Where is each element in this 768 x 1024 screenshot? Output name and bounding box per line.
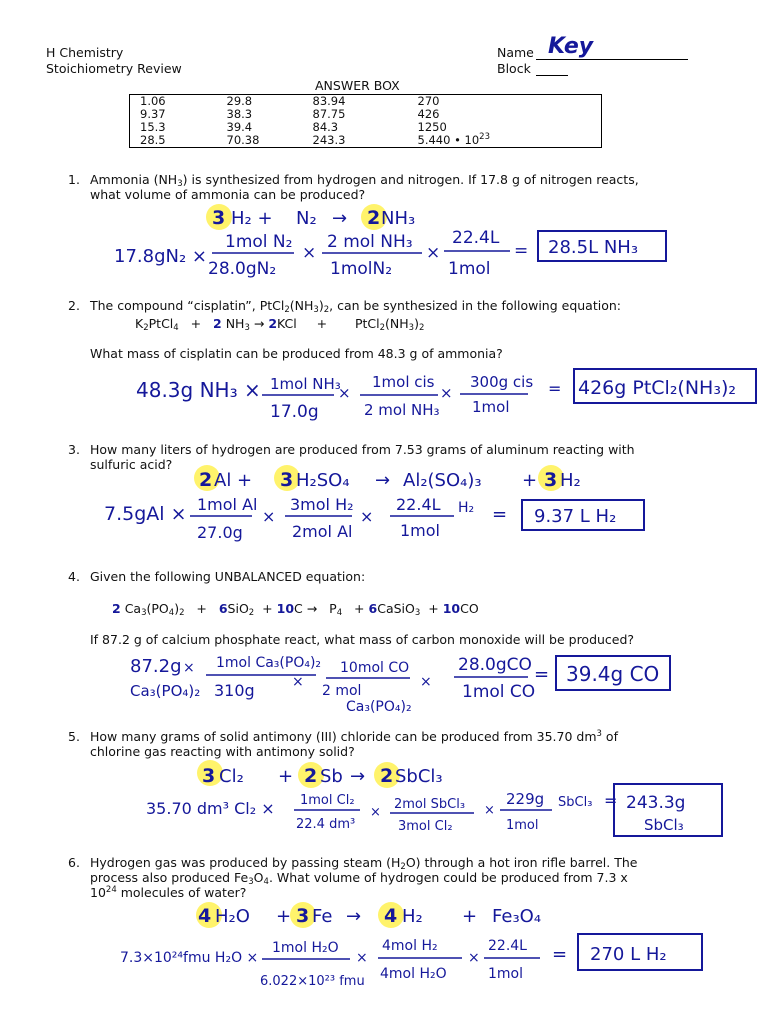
work-6 [120,905,702,989]
w6-plus: + [462,906,478,927]
name-label: Name [497,45,534,60]
problem-1-text: Ammonia $(NH_3)$ is synthesized from hydrogen and nitrogen. If 17.8 g of nitrogen reacts, what volume of ammonia can be produced? [90,172,639,202]
reaction-arrow: → [375,470,391,491]
w4-f2d-compound: Ca₃(PO₄)₂ [346,699,412,715]
w3-f2d: 2mol Al [292,522,353,541]
w3-f3n: 22.4L [396,495,441,514]
w5-f3n: 229g [506,790,545,808]
coefficient-highlight: 6 [218,601,228,616]
w1-f2d: 1molN₂ [330,259,393,279]
w1-eq: = [514,241,529,261]
w6-f1d: 6.022×10²³ fmu [260,974,365,989]
answer-value: 243.3 [312,133,346,147]
answer-value: 39.4 [226,120,253,134]
w3-eq: = [492,504,508,525]
w5-eq: = [604,791,618,810]
problem-6-text: Hydrogen gas was produced by passing steam $(H_2O)$ through a hot iron rifle barrel. The process also produced $Fe_3O_4$. What volume of hydrogen could be produced from 7.3 x $10^{24}$ molecules of water? [90,855,638,900]
w1-coef: 3 [212,207,226,229]
answer-value: 9.37 [140,107,166,121]
reaction-arrow: → [350,766,366,787]
w1-term: N₂ [296,208,317,229]
worksheet-title: Stoichiometry Review [46,61,182,76]
w3-f1n: 1mol Al [197,495,258,514]
w3-plus: + [522,470,538,491]
w5-term: SbCl₃ [395,766,443,787]
w3-coef: 3 [544,469,558,491]
w3-f3d: 1mol [400,521,440,540]
problem-2-question: What mass of cisplatin can be produced from 48.3 g of ammonia? [90,346,503,361]
w1-coef: 2 [367,207,381,229]
answer-value: 1.06 [140,94,166,108]
problem-2-equation: $K_2PtCl_4$ + 2 $NH_3 \to 2KCl$ + $PtCl_2(NH_3)_2$ [135,316,425,333]
answer-value: 83.94 [312,94,346,108]
w1-answer: 28.5L NH₃ [548,237,639,258]
w5-coef: 3 [202,765,216,787]
w3-start: 7.5gAl × [104,503,187,525]
w3-term: Al + [214,470,253,491]
w6-start: 7.3×10²⁴fmu H₂O × [120,950,259,966]
coefficient-highlight: 2 [268,316,278,331]
problem-2-number: 2. [68,298,80,313]
w5-answer: 243.3g [626,793,686,813]
w5-f2d: 3mol Cl₂ [398,819,453,834]
w2-answer: 426g PtCl₂(NH₃)₂ [578,377,736,399]
w1-x1: × [302,243,317,263]
w1-f1d: 28.0gN₂ [208,259,277,279]
w3-term: H₂ [560,470,581,491]
w5-coef: 2 [304,765,318,787]
answer-exponent: 23 [479,132,490,142]
w3-f1d: 27.0g [197,523,243,542]
answer-value: 15.3 [140,120,166,134]
w4-x1: × [292,674,304,690]
w1-start: 17.8gN₂ × [114,246,207,267]
answer-value: 29.8 [226,94,253,108]
reaction-arrow: → [253,316,265,331]
w6-f3d: 1mol [488,966,523,982]
problem-3-text: How many liters of hydrogen are produced from 7.53 grams of aluminum reacting with sulfuric acid? [90,442,635,472]
w2-start: 48.3g NH₃ × [136,378,261,402]
w5-term: Cl₂ [219,766,244,787]
w4-f3n: 28.0gCO [458,655,532,675]
w4-x2: × [420,674,432,690]
w1-f3n: 22.4L [452,228,500,248]
w6-term: H₂ [402,906,423,927]
work-2 [136,369,756,422]
name-handwritten: Key [548,34,594,59]
problem-2-text: The compound “cisplatin”, $PtCl_2(NH_3)_2$, can be synthesized in the following equation: [90,298,621,315]
answer-value: 84.3 [312,120,339,134]
problem-3-number: 3. [68,442,80,457]
w6-f3n: 22.4L [488,938,527,954]
block-label: Block [497,61,531,76]
w2-f2d: 2 mol NH₃ [364,401,440,419]
w6-f2d: 4mol H₂O [380,966,447,982]
w6-coef: 4 [384,905,398,927]
w6-x1: × [356,950,368,966]
w4-f1n: 1mol Ca₃(PO₄)₂ [216,655,322,671]
w6-term: Fe₃O₄ [492,906,542,927]
w5-plus: + [278,766,294,787]
w2-x1: × [338,384,351,402]
w3-coef: 2 [199,469,213,491]
w5-term: Sb [320,766,343,787]
problem-6-number: 6. [68,855,80,870]
coefficient-highlight: 2 [213,316,222,331]
problem-4-question: If 87.2 g of calcium phosphate react, what mass of carbon monoxide will be produced? [90,632,635,647]
coefficient-highlight: 10 [442,601,461,616]
w3-answer: 9.37 L H₂ [534,506,617,527]
w3-term: Al₂(SO₄)₃ [403,470,482,491]
w3-f3tail: H₂ [458,500,475,516]
w1-x2: × [426,243,441,263]
w4-answer: 39.4g CO [566,662,660,686]
w5-answer-unit: SbCl₃ [644,816,684,834]
problem-5-number: 5. [68,729,80,744]
reaction-arrow: → [346,906,362,927]
w4-x0: × [183,660,195,676]
w5-f1n: 1mol Cl₂ [300,793,355,808]
course-title: H Chemistry [46,45,124,60]
w3-f2n: 3mol H₂ [290,495,354,514]
answer-value: 38.3 [226,107,253,121]
w6-coef: 4 [198,905,212,927]
w2-f1n: 1mol NH₃ [270,375,341,393]
coefficient-highlight: 2 [112,601,121,616]
w2-eq: = [548,379,562,398]
w1-f2n: 2 mol NH₃ [327,232,413,252]
w6-f1n: 1mol H₂O [272,940,339,956]
w3-x2: × [360,507,374,526]
w4-eq: = [534,664,550,685]
answer-value: 5.440 • 10 [417,133,480,147]
w5-f3tail: SbCl₃ [558,795,593,810]
w6-answer: 270 L H₂ [590,944,667,965]
w1-term: H₂ + [231,208,273,229]
problem-4-text: Given the following UNBALANCED equation: [90,569,366,584]
reaction-arrow: → [332,208,348,229]
w5-x2: × [484,803,495,818]
w5-start: 35.70 dm³ Cl₂ × [146,799,275,818]
w2-f3n: 300g cis [470,373,534,391]
w5-f2n: 2mol SbCl₃ [394,797,466,812]
w2-f2n: 1mol cis [372,373,435,391]
w5-coef: 2 [380,765,394,787]
answer-value: 270 [417,94,440,108]
answer-value: 70.38 [226,133,260,147]
w4-f1d: 310g [214,681,255,700]
work-4 [130,655,670,715]
answer-value: 28.5 [140,133,166,147]
w3-x1: × [262,507,276,526]
work-3 [104,469,644,542]
coefficient-highlight: 10 [276,601,295,616]
w1-f1n: 1mol N₂ [225,232,293,252]
w2-f1d: 17.0g [270,402,319,422]
w5-x1: × [370,805,381,820]
w6-term: H₂O [215,906,250,927]
problem-4-number: 4. [68,569,80,584]
w4-f2n: 10mol CO [340,660,410,676]
answer-value: 87.75 [312,107,346,121]
w3-coef: 3 [280,469,294,491]
w6-x2: × [468,950,480,966]
w6-coef: 3 [296,905,310,927]
answer-value: 426 [417,107,440,121]
w6-term: Fe [312,906,333,927]
w4-start-compound: Ca₃(PO₄)₂ [130,682,201,700]
reaction-arrow: → [306,601,318,616]
work-1 [114,207,666,279]
answer-box-title: ANSWER BOX [315,78,400,93]
w4-f3d: 1mol CO [462,682,536,702]
problem-1-number: 1. [68,172,80,187]
w5-f1d: 22.4 dm³ [296,817,356,832]
w1-f3d: 1mol [448,259,491,279]
problem-4-equation: 2 $Ca_3(PO_4)_2$ + 6SiO$_2$ + 10C → $P_4$ + 6CaSiO$_3$ + 10CO [112,601,479,618]
w5-f3d: 1mol [506,818,539,833]
w2-x2: × [440,384,453,402]
w3-term: H₂SO₄ [296,470,350,491]
w6-plus: + [276,906,292,927]
coefficient-highlight: 6 [368,601,378,616]
w6-eq: = [552,944,568,965]
w4-start: 87.2g [130,656,182,677]
work-5 [146,765,722,836]
w2-f3d: 1mol [472,398,510,416]
w6-f2n: 4mol H₂ [382,938,438,954]
w1-term: NH₃ [381,208,416,229]
answer-value: 1250 [417,120,447,134]
problem-5-text: How many grams of solid antimony (III) chloride can be produced from 35.70 $dm^3$ of chlorine gas reacting with antimony solid? [90,729,618,759]
w4-f2d: 2 mol [322,683,362,699]
